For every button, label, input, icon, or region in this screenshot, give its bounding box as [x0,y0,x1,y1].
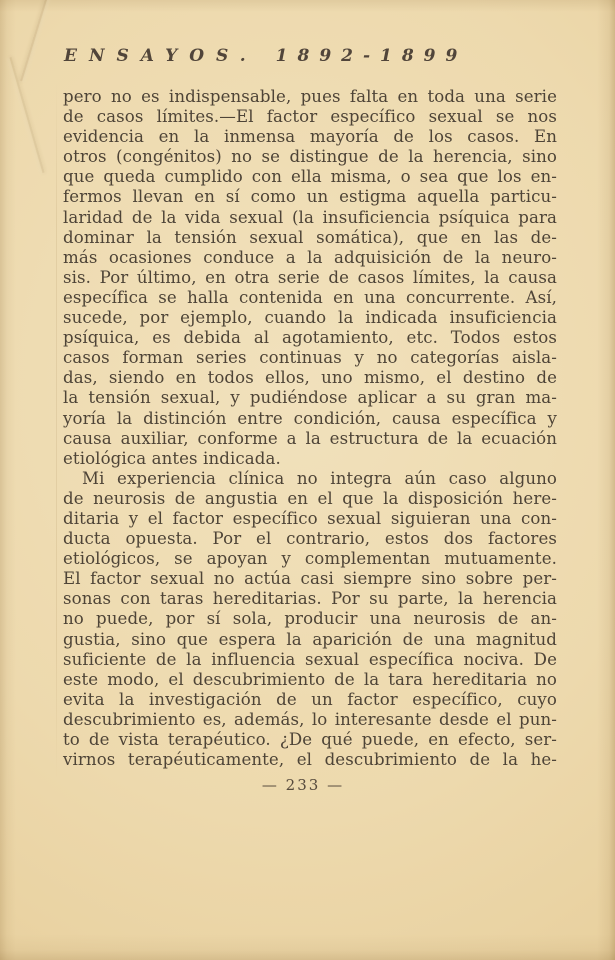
text-line: dominar la tensión sexual somática), que en las de- [63,227,557,247]
page-number: — 233 — [261,776,345,794]
text-line: ditaria y el factor específico sexual siguieran una con- [63,508,557,528]
paper-crease [10,57,45,173]
text-line: otros (congénitos) no se distingue de la herencia, sino [63,147,557,167]
text-line: específica se halla contenida en una concurrente. Así, [63,287,557,307]
text-line: yoría la distinción entre condición, causa específica y [63,408,557,428]
text-line: laridad de la vida sexual (la insuficiencia psíquica para [63,207,557,227]
header-title: ENSAYOS. [64,46,258,66]
text-line: gustia, sino que espera la aparición de una magnitud [63,629,557,649]
text-line: psíquica, es debida al agotamiento, etc. Todos estos [63,328,557,348]
text-line: das, siendo en todos ellos, uno mismo, el destino de [63,368,557,388]
text-line: suficiente de la influencia sexual específica nociva. De [63,649,557,669]
text-line: este modo, el descubrimiento de la tara hereditaria no [63,669,557,689]
text-line: pero no es indispensable, pues falta en toda una serie [63,87,557,106]
text-line: no puede, por sí sola, producir una neurosis de an- [63,609,557,629]
text-line: evidencia en la inmensa mayoría de los casos. En [63,127,557,147]
header-years: 1892-1899 [275,46,468,66]
text-line: sonas con taras hereditarias. Por su parte, la herencia [63,589,557,609]
text-line: que queda cumplido con ella misma, o sea que los en- [63,167,557,187]
text-line: de neurosis de angustia en el que la disposición here- [63,488,557,508]
text-line: sis. Por último, en otra serie de casos límites, la causa [63,267,557,287]
paper-crease [20,0,50,81]
text-line: to de vista terapéutico. ¿De qué puede, en efecto, ser- [63,730,557,749]
text-line: sucede, por ejemplo, cuando la indicada insuficiencia [63,308,557,328]
page-text [63,87,557,770]
text-line: descubrimiento es, además, lo interesante desde el pun- [63,709,557,729]
text-line: fermos llevan en sí como un estigma aquella particu- [63,187,557,207]
text-line: etiológicos, se apoyan y complementan mutuamente. [63,549,557,569]
page-gutter-shadow [56,80,57,780]
text-line: la tensión sexual, y pudiéndose aplicar a su gran ma- [63,388,557,408]
text-line: El factor sexual no actúa casi siempre sino sobre per- [63,569,557,589]
text-line: ducta opuesta. Por el contrario, estos dos factores [63,529,557,549]
text-line: casos forman series continuas y no categorías aisla- [63,348,557,368]
text-line: más ocasiones conduce a la adquisición de la neuro- [63,247,557,267]
text-line: etiológica antes indicada. [63,448,281,468]
text-line: causa auxiliar, conforme a la estructura de la ecuación [63,428,557,448]
text-line: virnos terapéuticamente, el descubrimiento de la he- [63,750,557,770]
running-header [64,46,556,66]
text-line: de casos límites.—El factor específico sexual se nos [63,107,557,127]
text-line: evita la investigación de un factor específico, cuyo [63,689,557,709]
text-line: Mi experiencia clínica no integra aún caso alguno [82,468,557,488]
